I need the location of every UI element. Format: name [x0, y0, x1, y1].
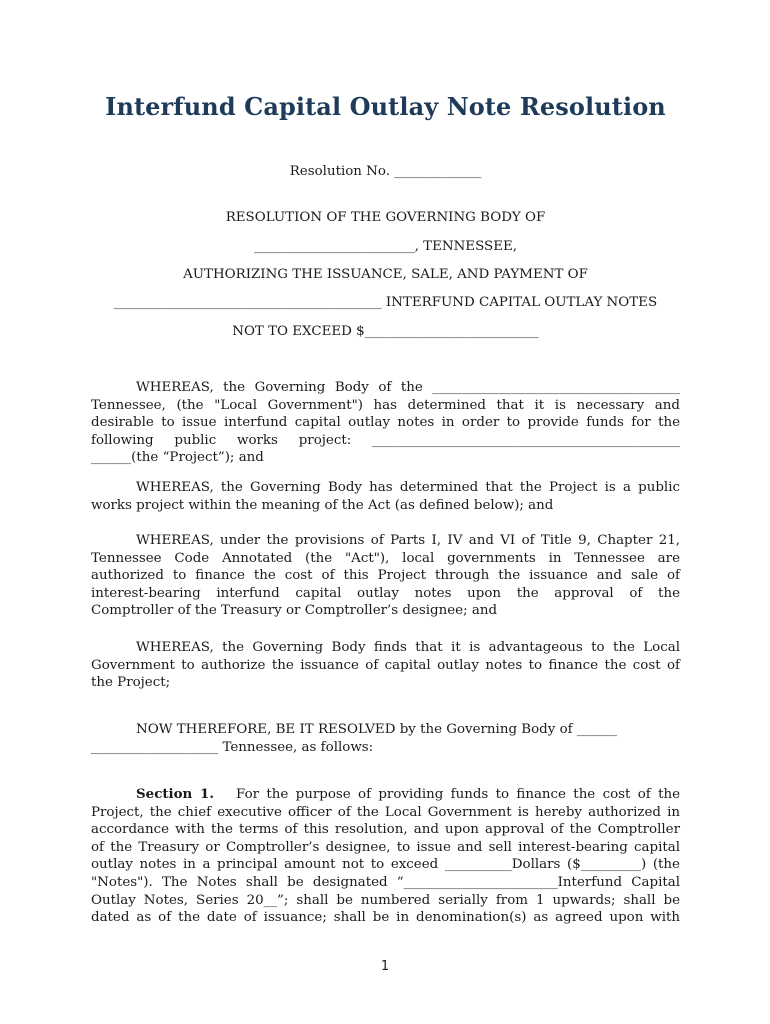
- page-number: 1: [380, 959, 390, 974]
- heading-line-5: NOT TO EXCEED $__________________________: [232, 324, 539, 339]
- text-line: Tennessee Code Annotated (the "Act"), local governments in Tennessee are: [91, 550, 680, 566]
- text-line: WHEREAS, under the provisions of Parts I, IV and VI of Title 9, Chapter 21,: [136, 533, 680, 548]
- text-line: WHEREAS, the Governing Body finds that it is advantageous to the Local: [136, 640, 680, 655]
- whereas-paragraph-3: [91, 532, 680, 620]
- text-line: of the Treasury or Comptroller’s designee, to issue and sell interest-bearing capital: [91, 839, 680, 855]
- text-line: WHEREAS, the Governing Body has determined that the Project is a public: [136, 480, 680, 495]
- text-line: Comptroller of the Treasury or Comptroller’s designee; and: [91, 603, 498, 619]
- text-line: "Notes"). The Notes shall be designated “_______________________Interfund Capital: [91, 874, 680, 890]
- resolution-number: Resolution No. _____________: [289, 164, 482, 179]
- text-line: Project, the chief executive officer of the Local Government is hereby authorized in: [91, 804, 680, 820]
- text-line: following public works project: ______________________________________________: [91, 432, 680, 448]
- text-line: ______(the “Project”); and: [91, 450, 264, 466]
- text-line: desirable to issue interfund capital outlay notes in order to provide funds for the: [91, 415, 680, 431]
- text-line: Tennessee, (the "Local Government") has determined that it is necessary and: [91, 397, 680, 413]
- whereas-paragraph-2: [91, 479, 680, 514]
- text-line: Outlay Notes, Series 20__”; shall be numbered serially from 1 upwards; shall be: [91, 892, 680, 908]
- text-line: WHEREAS, the Governing Body of the _____________________________________: [136, 380, 680, 395]
- whereas-paragraph-4: [91, 639, 680, 692]
- heading-line-4: ________________________________________ INTERFUND CAPITAL OUTLAY NOTES: [113, 295, 658, 310]
- section-text: For the purpose of providing funds to finance the cost of the: [236, 787, 680, 802]
- text-line: authorized to finance the cost of this Project through the issuance and sale of: [91, 568, 680, 584]
- text-line: [91, 786, 680, 804]
- heading-line-3: AUTHORIZING THE ISSUANCE, SALE, AND PAYMENT OF: [183, 267, 588, 282]
- document-title: Interfund Capital Outlay Note Resolution: [105, 92, 666, 121]
- text-line: dated as of the date of issuance; shall be in denomination(s) as agreed upon with: [91, 910, 680, 926]
- text-line: works project within the meaning of the Act (as defined below); and: [91, 497, 554, 513]
- text-line: the Project;: [91, 675, 171, 691]
- whereas-paragraph-1: [91, 379, 680, 467]
- text-line: ___________________ Tennessee, as follows:: [91, 739, 374, 755]
- now-therefore-paragraph: [91, 721, 680, 756]
- section-1-paragraph: [91, 786, 680, 927]
- heading-line-1: RESOLUTION OF THE GOVERNING BODY OF: [225, 210, 546, 225]
- heading-line-2: ________________________, TENNESSEE,: [253, 239, 518, 254]
- text-line: NOW THEREFORE, BE IT RESOLVED by the Governing Body of ______: [136, 722, 618, 737]
- text-line: interest-bearing interfund capital outlay notes upon the approval of the: [91, 585, 680, 601]
- section-label: Section 1.: [136, 786, 215, 802]
- text-line: Government to authorize the issuance of capital outlay notes to finance the cost of: [91, 657, 680, 673]
- text-line: outlay notes in a principal amount not to exceed __________Dollars ($_________) (the: [91, 857, 680, 873]
- text-line: accordance with the terms of this resolution, and upon approval of the Comptroller: [91, 822, 680, 838]
